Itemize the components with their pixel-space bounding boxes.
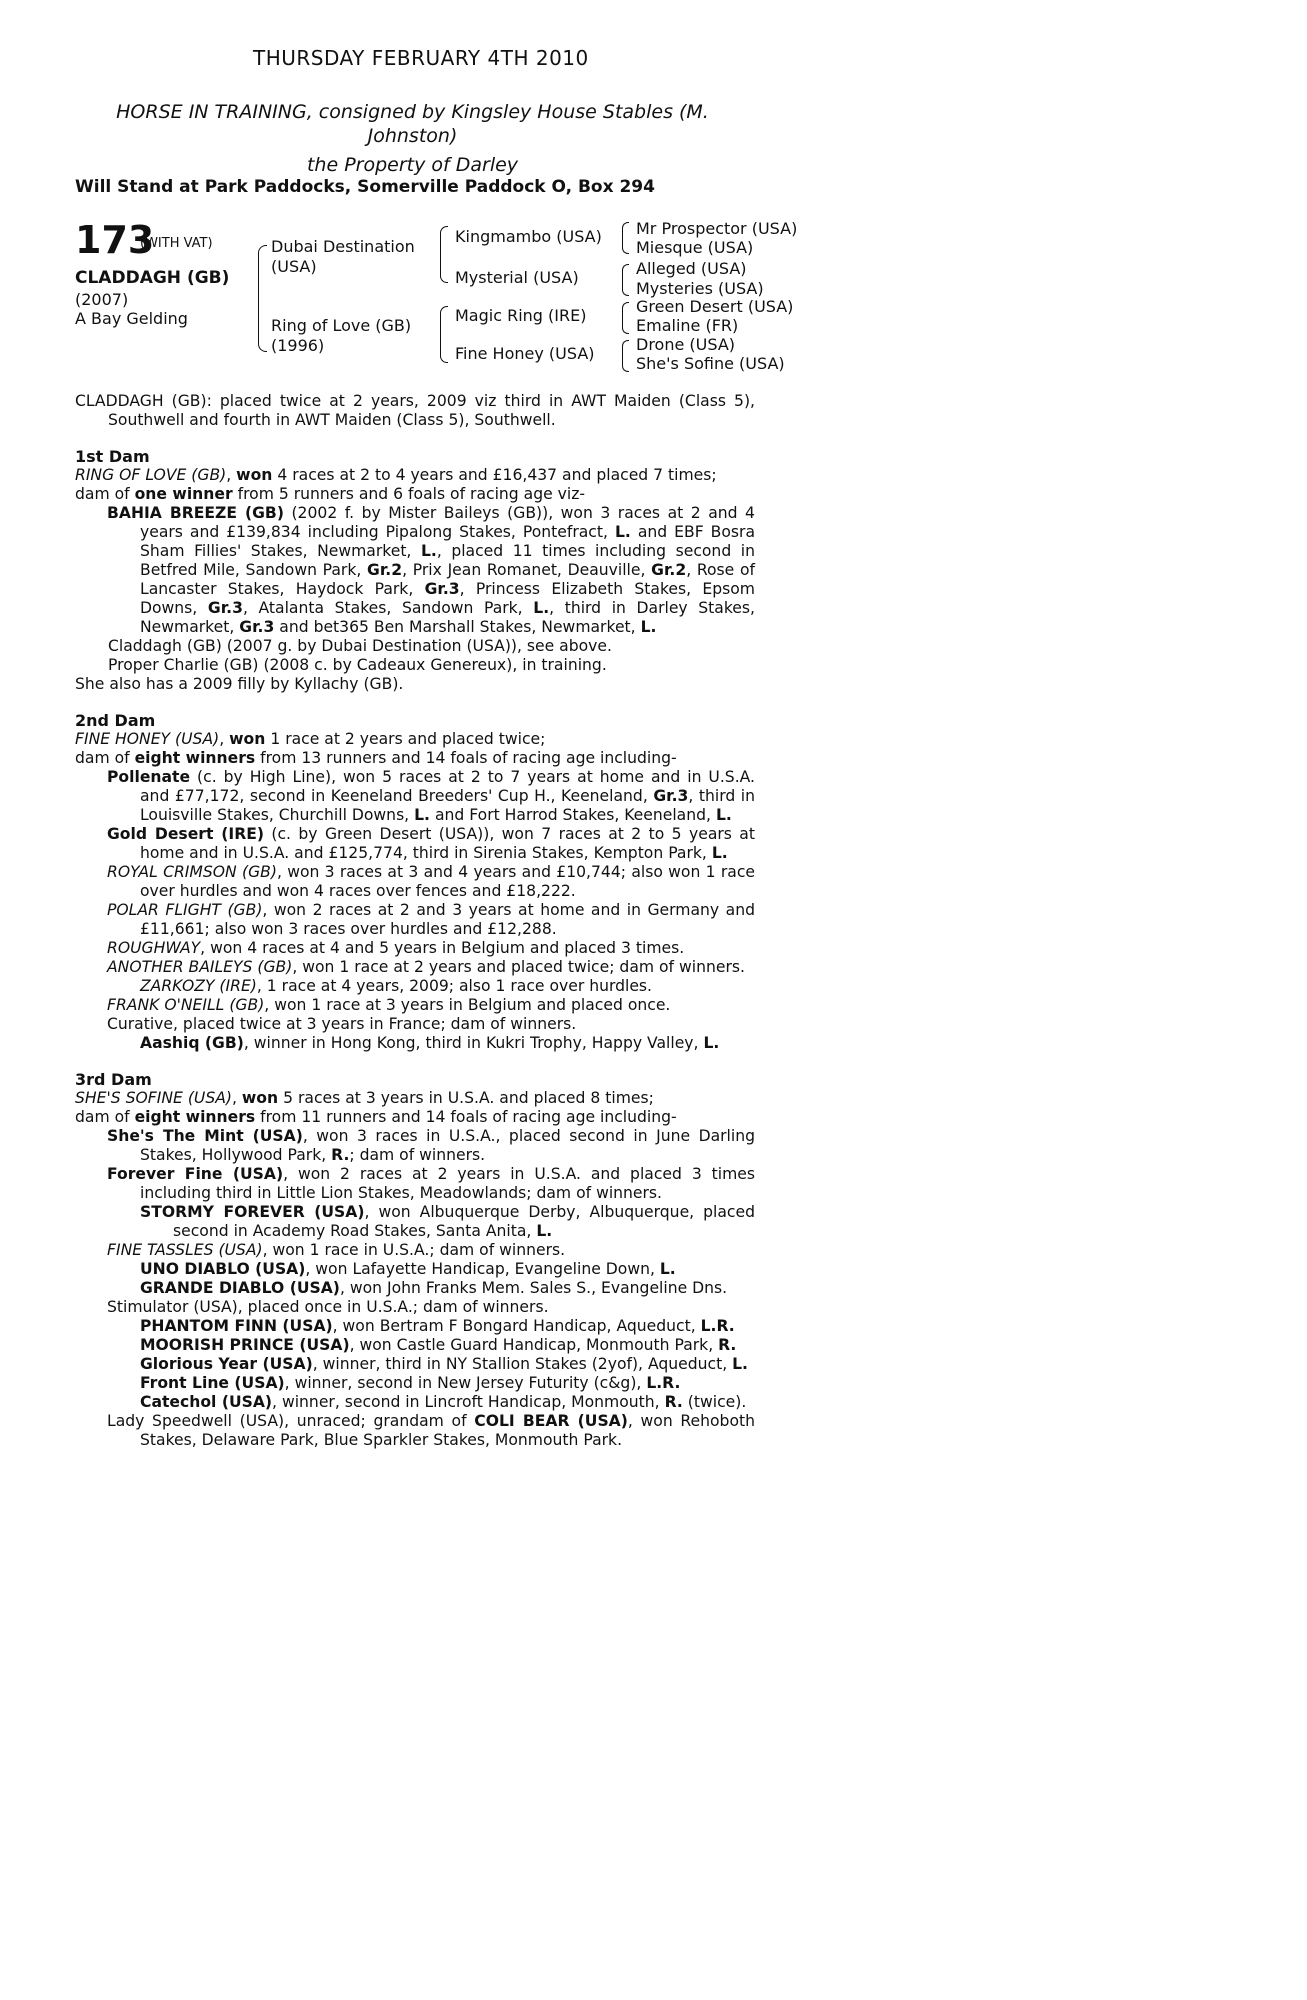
dam3-forever-fine: Forever Fine (USA), won 2 races at 2 years in U.S.A. and placed 3 times including third in Little Lion Stakes, Meadowlands; dam of winners.	[107, 1165, 755, 1202]
ped-ss: Kingmambo (USA)	[455, 227, 602, 246]
race-summary: CLADDAGH (GB): placed twice at 2 years, 2009 viz third in AWT Maiden (Class 5), Southwell and fourth in AWT Maiden (Class 5), Southwell.	[75, 392, 755, 429]
ped-sdd: Mysteries (USA)	[636, 279, 764, 298]
dam2-curative: Curative, placed twice at 3 years in France; dam of winners.	[107, 1015, 577, 1033]
dam1-proper-charlie: Proper Charlie (GB) (2008 c. by Cadeaux Genereux), in training.	[108, 656, 607, 674]
brace-gen3d	[622, 340, 629, 372]
ped-ddd: She's Sofine (USA)	[636, 354, 785, 373]
dam2-another-baileys: ANOTHER BAILEYS (GB), won 1 race at 2 years and placed twice; dam of winners.	[107, 958, 745, 976]
brace-gen3b	[622, 264, 629, 296]
vat-note: (WITH VAT)	[140, 236, 213, 251]
brace-gen3a	[622, 222, 629, 254]
property-line: the Property of Darley	[306, 154, 519, 176]
dam3-shes-the-mint: She's The Mint (USA), won 3 races in U.S.A., placed second in June Darling Stakes, Hollywood Park, R.; dam of winners.	[107, 1127, 755, 1164]
dam3-catechol: Catechol (USA), winner, second in Lincroft Handicap, Monmouth, R. (twice).	[140, 1393, 747, 1411]
brace-gen3c	[622, 302, 629, 334]
consignment-line-2: Johnston)	[367, 125, 458, 147]
sale-date: THURSDAY FEBRUARY 4TH 2010	[253, 46, 589, 70]
dam3-produce: dam of eight winners from 11 runners and 14 foals of racing age including-	[75, 1108, 677, 1126]
dam2-pollenate: Pollenate (c. by High Line), won 5 races at 2 to 7 years at home and in U.S.A. and £77,172, second in Keeneland Breeders' Cup H., Keeneland, Gr.3, third in Louisville Stakes, Churchill Downs, L. and Fort Harrod Stakes, Keeneland, L.	[107, 768, 755, 824]
dam3-heading: 3rd Dam	[75, 1070, 152, 1089]
dam1-filly: She also has a 2009 filly by Kyllachy (GB).	[75, 675, 404, 693]
dam2-frank-oneill: FRANK O'NEILL (GB), won 1 race at 3 years in Belgium and placed once.	[107, 996, 671, 1014]
dam3-lady-speedwell: Lady Speedwell (USA), unraced; grandam of COLI BEAR (USA), won Rehoboth Stakes, Delaware Park, Blue Sparkler Stakes, Monmouth Park.	[107, 1412, 755, 1449]
catalogue-body	[75, 392, 755, 1450]
brace-gen2b	[440, 306, 448, 363]
dam3-uno-diablo: UNO DIABLO (USA), won Lafayette Handicap, Evangeline Down, L.	[140, 1260, 676, 1278]
dam2-roughway: ROUGHWAY, won 4 races at 4 and 5 years in Belgium and placed 3 times.	[107, 939, 685, 957]
dam2-aashiq: Aashiq (GB), winner in Hong Kong, third in Kukri Trophy, Happy Valley, L.	[140, 1034, 720, 1052]
dam3-glorious-year: Glorious Year (USA), winner, third in NY Stallion Stakes (2yof), Aqueduct, L.	[140, 1355, 748, 1373]
ped-dam: Ring of Love (GB)	[271, 316, 412, 335]
dam3-record: SHE'S SOFINE (USA), won 5 races at 3 years in U.S.A. and placed 8 times;	[75, 1089, 654, 1107]
dam3-stormy-forever: STORMY FOREVER (USA), won Albuquerque Derby, Albuquerque, placed second in Academy Road Stakes, Santa Anita, L.	[140, 1203, 755, 1240]
dam1-bahia-breeze: BAHIA BREEZE (GB) (2002 f. by Mister Baileys (GB)), won 3 races at 2 and 4 years and £139,834 including Pipalong Stakes, Pontefract, L. and EBF Bosra Sham Fillies' Stakes, Newmarket, L., placed 11 times including second in Betfred Mile, Sandown Park, Gr.2, Prix Jean Romanet, Deauville, Gr.2, Rose of Lancaster Stakes, Haydock Park, Gr.3, Princess Elizabeth Stakes, Epsom Downs, Gr.3, Atalanta Stakes, Sandown Park, L., third in Darley Stakes, Newmarket, Gr.3 and bet365 Ben Marshall Stakes, Newmarket, L.	[107, 504, 756, 636]
ped-ds: Magic Ring (IRE)	[455, 306, 587, 325]
dam3-moorish-prince: MOORISH PRINCE (USA), won Castle Guard Handicap, Monmouth Park, R.	[140, 1336, 737, 1354]
horse-description: A Bay Gelding	[75, 309, 188, 328]
horse-name: CLADDAGH (GB)	[75, 268, 230, 288]
dam3-front-line: Front Line (USA), winner, second in New Jersey Futurity (c&g), L.R.	[140, 1374, 681, 1392]
dam2-heading: 2nd Dam	[75, 711, 156, 730]
dam3-stimulator: Stimulator (USA), placed once in U.S.A.; dam of winners.	[107, 1298, 549, 1316]
ped-sire-country: (USA)	[271, 257, 317, 276]
dam1-record: RING OF LOVE (GB), won 4 races at 2 to 4 years and £16,437 and placed 7 times;	[75, 466, 717, 484]
ped-sire: Dubai Destination	[271, 237, 415, 256]
consignment-line-1: HORSE IN TRAINING, consigned by Kingsley House Stables (M.	[116, 101, 709, 123]
ped-dsd: Emaline (FR)	[636, 316, 739, 335]
horse-year: (2007)	[75, 290, 129, 309]
dam3-grande-diablo: GRANDE DIABLO (USA), won John Franks Mem. Sales S., Evangeline Dns.	[140, 1279, 728, 1297]
ped-sds: Alleged (USA)	[636, 259, 747, 278]
dam2-zarkozy: ZARKOZY (IRE), 1 race at 4 years, 2009; also 1 race over hurdles.	[140, 977, 653, 995]
dam2-gold-desert: Gold Desert (IRE) (c. by Green Desert (USA)), won 7 races at 2 to 5 years at home and in U.S.A. and £125,774, third in Sirenia Stakes, Kempton Park, L.	[107, 825, 755, 862]
ped-dss: Green Desert (USA)	[636, 297, 794, 316]
dam3-phantom-finn: PHANTOM FINN (USA), won Bertram F Bongard Handicap, Aqueduct, L.R.	[140, 1317, 735, 1335]
ped-ssd: Miesque (USA)	[636, 238, 754, 257]
brace-gen1	[258, 245, 267, 352]
dam2-record: FINE HONEY (USA), won 1 race at 2 years and placed twice;	[75, 730, 546, 748]
dam1-claddagh: Claddagh (GB) (2007 g. by Dubai Destination (USA)), see above.	[108, 637, 612, 655]
dam2-produce: dam of eight winners from 13 runners and 14 foals of racing age including-	[75, 749, 677, 767]
ped-sd: Mysterial (USA)	[455, 268, 579, 287]
dam1-produce: dam of one winner from 5 runners and 6 foals of racing age viz-	[75, 485, 586, 503]
dam2-royal-crimson: ROYAL CRIMSON (GB), won 3 races at 3 and 4 years and £10,744; also won 1 race over hurdles and won 4 races over fences and £18,222.	[107, 863, 755, 900]
stand-location: Will Stand at Park Paddocks, Somerville Paddock O, Box 294	[75, 177, 655, 197]
dam2-polar-flight: POLAR FLIGHT (GB), won 2 races at 2 and 3 years at home and in Germany and £11,661; also won 3 races over hurdles and £12,288.	[107, 901, 755, 938]
lot-number: 173	[75, 218, 155, 262]
ped-sss: Mr Prospector (USA)	[636, 219, 798, 238]
ped-dd: Fine Honey (USA)	[455, 344, 595, 363]
dam1-heading: 1st Dam	[75, 447, 150, 466]
ped-dam-year: (1996)	[271, 336, 325, 355]
brace-gen2a	[440, 226, 448, 283]
dam3-fine-tassles: FINE TASSLES (USA), won 1 race in U.S.A.; dam of winners.	[107, 1241, 566, 1259]
ped-dds: Drone (USA)	[636, 335, 735, 354]
